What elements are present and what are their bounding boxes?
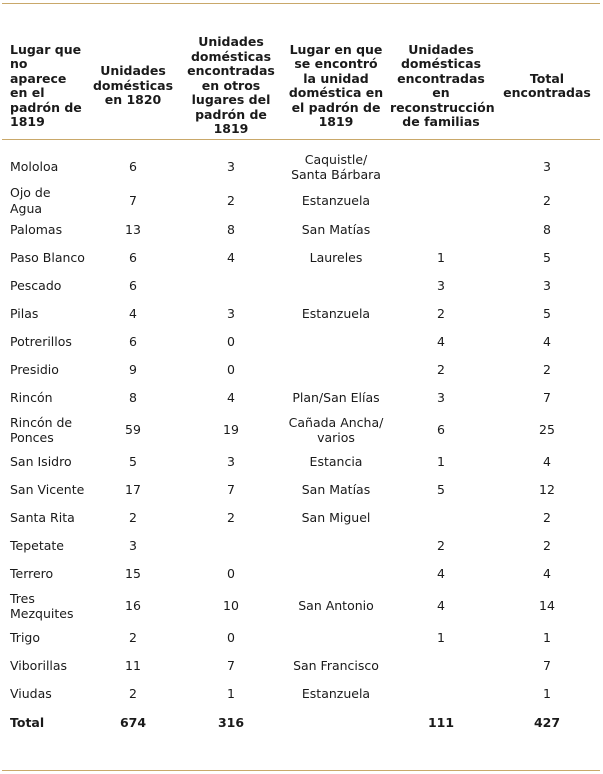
cell-otros-lugares: 3 bbox=[227, 159, 235, 175]
cell-otros-lugares: 0 bbox=[227, 566, 235, 582]
cell-total: 1 bbox=[543, 686, 551, 702]
cell-lugar: Tres Mezquites bbox=[10, 590, 74, 621]
table-row bbox=[4, 412, 600, 448]
cell-unidades-1820: 11 bbox=[125, 658, 141, 674]
cell-otros-lugares: 8 bbox=[227, 222, 235, 238]
cell-total: 5 bbox=[543, 306, 551, 322]
cell-lugar: Terrero bbox=[10, 566, 54, 582]
header-row bbox=[4, 33, 600, 139]
cell-unidades-1820: 2 bbox=[129, 686, 137, 702]
cell-lugar-encontrado: Cañada Ancha/ varios bbox=[288, 414, 384, 445]
cell-lugar: Tepetate bbox=[10, 538, 64, 554]
cell-unidades-1820: 2 bbox=[129, 630, 137, 646]
table-row bbox=[4, 448, 600, 476]
cell-otros-lugares: 3 bbox=[227, 306, 235, 322]
cell-unidades-1820: 16 bbox=[125, 598, 141, 614]
cell-lugar-encontrado bbox=[284, 624, 388, 652]
cell-lugar-encontrado bbox=[284, 532, 388, 560]
cell-reconstruccion bbox=[388, 216, 494, 244]
cell-lugar-encontrado: San Miguel bbox=[301, 510, 371, 526]
total-cell-otros-lugares: 316 bbox=[217, 715, 245, 731]
cell-reconstruccion bbox=[388, 504, 494, 532]
cell-otros-lugares: 2 bbox=[227, 192, 235, 208]
cell-total: 3 bbox=[543, 159, 551, 175]
cell-total: 7 bbox=[543, 390, 551, 406]
cell-reconstruccion bbox=[388, 652, 494, 680]
cell-unidades-1820: 9 bbox=[129, 362, 137, 378]
cell-lugar-encontrado: Plan/San Elías bbox=[292, 390, 380, 406]
cell-unidades-1820: 6 bbox=[129, 250, 137, 266]
cell-reconstruccion: 2 bbox=[437, 306, 445, 322]
cell-unidades-1820: 8 bbox=[129, 390, 137, 406]
cell-lugar: Paso Blanco bbox=[10, 250, 85, 266]
cell-reconstruccion: 1 bbox=[437, 250, 445, 266]
table-header bbox=[4, 33, 600, 139]
cell-unidades-1820: 4 bbox=[129, 306, 137, 322]
cell-lugar-encontrado bbox=[284, 328, 388, 356]
table-row bbox=[4, 356, 600, 384]
cell-reconstruccion: 4 bbox=[437, 598, 445, 614]
cell-lugar: Rincón de Ponces bbox=[10, 414, 73, 445]
cell-lugar: Trigo bbox=[10, 630, 40, 646]
cell-total: 14 bbox=[539, 598, 555, 614]
cell-reconstruccion bbox=[388, 149, 494, 185]
cell-unidades-1820: 6 bbox=[129, 334, 137, 350]
cell-total: 8 bbox=[543, 222, 551, 238]
total-cell-unidades-1820: 674 bbox=[119, 715, 147, 731]
cell-lugar: San Isidro bbox=[10, 454, 72, 470]
cell-otros-lugares: 7 bbox=[227, 658, 235, 674]
cell-unidades-1820: 15 bbox=[125, 566, 141, 582]
header-reconstruccion: Unidades domésticas encontradas en reconstrucción de familias bbox=[390, 41, 495, 129]
table-row bbox=[4, 272, 600, 300]
cell-lugar-encontrado: San Antonio bbox=[298, 598, 374, 614]
cell-total: 1 bbox=[543, 630, 551, 646]
cell-total: 4 bbox=[543, 454, 551, 470]
total-cell-lugar: Total bbox=[10, 715, 45, 731]
cell-otros-lugares bbox=[178, 532, 284, 560]
total-row bbox=[4, 708, 600, 738]
header-lugar: Lugar que no aparece en el padrón de 1819 bbox=[10, 41, 82, 129]
cell-lugar: Pescado bbox=[10, 278, 62, 294]
cell-otros-lugares: 1 bbox=[227, 686, 235, 702]
table-row bbox=[4, 560, 600, 588]
cell-lugar-encontrado: Estanzuela bbox=[301, 192, 371, 208]
cell-lugar: Viborillas bbox=[10, 658, 68, 674]
cell-total: 12 bbox=[539, 482, 555, 498]
table-row bbox=[4, 244, 600, 272]
cell-lugar-encontrado: Estanzuela bbox=[301, 306, 371, 322]
cell-total: 2 bbox=[543, 538, 551, 554]
table-row bbox=[4, 504, 600, 532]
cell-reconstruccion: 1 bbox=[437, 454, 445, 470]
cell-reconstruccion: 5 bbox=[437, 482, 445, 498]
table-row bbox=[4, 532, 600, 560]
top-rule bbox=[2, 3, 600, 4]
table-row bbox=[4, 680, 600, 708]
cell-lugar: Rincón bbox=[10, 390, 53, 406]
cell-otros-lugares: 2 bbox=[227, 510, 235, 526]
cell-lugar-encontrado bbox=[284, 356, 388, 384]
table-row bbox=[4, 216, 600, 244]
cell-total: 25 bbox=[539, 422, 555, 438]
cell-total: 2 bbox=[543, 362, 551, 378]
table-row bbox=[4, 149, 600, 185]
cell-unidades-1820: 5 bbox=[129, 454, 137, 470]
cell-reconstruccion: 2 bbox=[437, 362, 445, 378]
header-total: Total encontradas bbox=[503, 70, 591, 100]
cell-unidades-1820: 59 bbox=[125, 422, 141, 438]
cell-otros-lugares: 0 bbox=[227, 630, 235, 646]
cell-lugar: Mololoa bbox=[10, 159, 59, 175]
total-cell-lugar-encontrado bbox=[284, 708, 388, 738]
total-cell-total: 427 bbox=[533, 715, 561, 731]
cell-otros-lugares: 19 bbox=[223, 422, 239, 438]
header-unidades-1820: Unidades domésticas en 1820 bbox=[92, 63, 174, 108]
cell-reconstruccion: 6 bbox=[437, 422, 445, 438]
cell-lugar-encontrado: Estancia bbox=[309, 454, 363, 470]
header-lugar-encontrado: Lugar en que se encontró la unidad doméstica en el padrón de 1819 bbox=[288, 41, 384, 129]
cell-lugar-encontrado: Caquistle/ Santa Bárbara bbox=[291, 151, 381, 182]
cell-otros-lugares: 10 bbox=[223, 598, 239, 614]
cell-reconstruccion: 3 bbox=[437, 390, 445, 406]
table-row bbox=[4, 624, 600, 652]
cell-reconstruccion bbox=[388, 185, 494, 216]
table-row bbox=[4, 384, 600, 412]
cell-total: 3 bbox=[543, 278, 551, 294]
cell-lugar: Potrerillos bbox=[10, 334, 72, 350]
cell-total: 5 bbox=[543, 250, 551, 266]
cell-unidades-1820: 3 bbox=[129, 538, 137, 554]
table-row bbox=[4, 185, 600, 216]
cell-total: 7 bbox=[543, 658, 551, 674]
cell-reconstruccion: 3 bbox=[437, 278, 445, 294]
cell-otros-lugares bbox=[178, 272, 284, 300]
cell-otros-lugares: 0 bbox=[227, 334, 235, 350]
cell-otros-lugares: 3 bbox=[227, 454, 235, 470]
cell-lugar-encontrado: Laureles bbox=[309, 250, 363, 266]
bottom-rule bbox=[2, 770, 600, 771]
cell-lugar: Viudas bbox=[10, 686, 52, 702]
table-row bbox=[4, 652, 600, 680]
cell-lugar: Palomas bbox=[10, 222, 63, 238]
cell-reconstruccion bbox=[388, 680, 494, 708]
cell-unidades-1820: 6 bbox=[129, 159, 137, 175]
table-row bbox=[4, 300, 600, 328]
table-row bbox=[4, 328, 600, 356]
cell-unidades-1820: 6 bbox=[129, 278, 137, 294]
cell-lugar: Presidio bbox=[10, 362, 59, 378]
cell-reconstruccion: 4 bbox=[437, 334, 445, 350]
cell-unidades-1820: 17 bbox=[125, 482, 141, 498]
cell-total: 4 bbox=[543, 334, 551, 350]
cell-unidades-1820: 7 bbox=[129, 192, 137, 208]
cell-otros-lugares: 4 bbox=[227, 250, 235, 266]
cell-otros-lugares: 4 bbox=[227, 390, 235, 406]
total-cell-reconstruccion: 111 bbox=[427, 715, 455, 731]
cell-lugar: Santa Rita bbox=[10, 510, 75, 526]
cell-lugar-encontrado: San Francisco bbox=[293, 658, 379, 674]
cell-unidades-1820: 13 bbox=[125, 222, 141, 238]
cell-lugar-encontrado: Estanzuela bbox=[301, 686, 371, 702]
table-row bbox=[4, 476, 600, 504]
cell-lugar-encontrado: San Matías bbox=[301, 482, 371, 498]
cell-lugar-encontrado bbox=[284, 272, 388, 300]
cell-total: 2 bbox=[543, 192, 551, 208]
cell-total: 2 bbox=[543, 510, 551, 526]
spacer-row bbox=[4, 139, 600, 149]
households-table bbox=[4, 33, 600, 738]
cell-unidades-1820: 2 bbox=[129, 510, 137, 526]
cell-otros-lugares: 7 bbox=[227, 482, 235, 498]
cell-reconstruccion: 2 bbox=[437, 538, 445, 554]
header-otros-lugares: Unidades domésticas encontradas en otros lugares del padrón de 1819 bbox=[187, 34, 275, 137]
cell-lugar: Ojo de Agua bbox=[10, 185, 51, 216]
cell-otros-lugares: 0 bbox=[227, 362, 235, 378]
table-body bbox=[4, 139, 600, 738]
cell-lugar: Pilas bbox=[10, 306, 39, 322]
table-row bbox=[4, 588, 600, 624]
cell-reconstruccion: 1 bbox=[437, 630, 445, 646]
cell-lugar-encontrado: San Matías bbox=[301, 222, 371, 238]
cell-reconstruccion: 4 bbox=[437, 566, 445, 582]
cell-lugar-encontrado bbox=[284, 560, 388, 588]
cell-total: 4 bbox=[543, 566, 551, 582]
cell-lugar: San Vicente bbox=[10, 482, 85, 498]
